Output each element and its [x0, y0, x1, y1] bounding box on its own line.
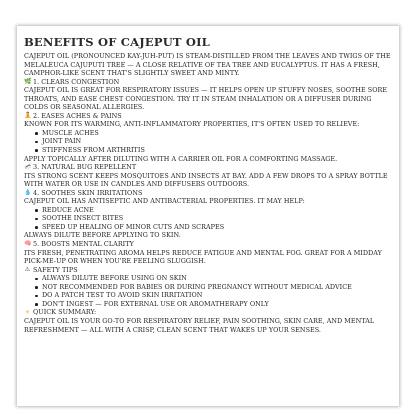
list-item: DON'T INGEST — FOR EXTERNAL USE OR AROMATHERAPY ONLY — [42, 300, 396, 309]
section-note: APPLY TOPICALLY AFTER DILUTING WITH A CARRIER OIL FOR A COMFORTING MASSAGE. — [24, 154, 338, 163]
section-body: CAJEPUT OIL HAS ANTISEPTIC AND ANTIBACTERIAL PROPERTIES. IT MAY HELP: — [24, 197, 305, 206]
list-item: ALWAYS DILUTE BEFORE USING ON SKIN — [42, 274, 396, 283]
section-body: CAJEPUT OIL IS YOUR GO-TO FOR RESPIRATORY RELIEF, PAIN SOOTHING, SKIN CARE, AND MENTAL REFRESHMENT — ALL WITH A CRISP, CLEAN SCENT THAT WAKES UP YOUR SENSES. — [24, 316, 375, 334]
bullet-list — [24, 129, 396, 155]
section-body: ITS FRESH, PENETRATING AROMA HELPS REDUCE FATIGUE AND MENTAL FOG. GREAT FOR A MIDDAY PICK-ME-UP OR WHEN YOU'RE FEELING SLUGGISH. — [24, 248, 382, 266]
mosquito-icon: 🦟 — [24, 163, 32, 171]
section-heading — [24, 308, 396, 317]
section-heading — [24, 266, 396, 275]
list-item: SPEED UP HEALING OF MINOR CUTS AND SCRAPES — [42, 223, 396, 232]
section-heading-text: SAFETY TIPS — [33, 265, 78, 274]
section-heading-text: 1. CLEARS CONGESTION — [33, 77, 120, 86]
list-item: NOT RECOMMENDED FOR BABIES OR DURING PREGNANCY WITHOUT MEDICAL ADVICE — [42, 283, 396, 292]
brain-icon: 🧠 — [24, 240, 32, 248]
bullet-list — [24, 274, 396, 308]
page-title: BENEFITS OF CAJEPUT OIL — [24, 35, 210, 49]
bullet-list — [24, 206, 396, 232]
section-heading-text: 3. NATURAL BUG REPELLENT — [33, 163, 137, 172]
list-item: REDUCE ACNE — [42, 206, 396, 215]
person-meditating-icon: 🧘 — [24, 112, 32, 120]
intro-paragraph: CAJEPUT OIL (PRONOUNCED KAY-JUH-PUT) IS STEAM-DISTILLED FROM THE LEAVES AND TWIGS OF THE MELALEUCA CAJUPUTI TREE — A CLOSE RELATIVE OF TEA TREE AND EUCALYPTUS. IT HAS A FRESH, CAMPHOR-LIKE SCENT THAT'S SLIGHTLY SWEET AND MINTY. — [24, 52, 391, 78]
list-item: JOINT PAIN — [42, 137, 396, 146]
section-heading-text: 4. SOOTHES SKIN IRRITATIONS — [33, 188, 143, 197]
list-item: STIFFNESS FROM ARTHRITIS — [42, 146, 396, 155]
warning-icon: ⚠ — [24, 265, 31, 273]
leaf-icon: 🌿 — [24, 77, 32, 85]
list-item: SOOTHE INSECT BITES — [42, 214, 396, 223]
section-body: ITS STRONG SCENT KEEPS MOSQUITOES AND INSECTS AT BAY. ADD A FEW DROPS TO A SPRAY BOTTLE WITH WATER OR USE IN CANDLES AND DIFFUSERS OUTDOORS. — [24, 171, 388, 189]
section-heading-text: 5. BOOSTS MENTAL CLARITY — [33, 240, 134, 249]
section-heading — [24, 112, 396, 121]
document-content — [24, 36, 396, 334]
list-item: MUSCLE ACHES — [42, 129, 396, 138]
droplet-icon: 💧 — [24, 189, 32, 197]
section-note: ALWAYS DILUTE BEFORE APPLYING TO SKIN. — [24, 231, 181, 240]
section-heading — [24, 163, 396, 172]
section-body: CAJEPUT OIL IS GREAT FOR RESPIRATORY ISSUES — IT HELPS OPEN UP STUFFY NOSES, SOOTHE SORE THROATS, AND EASE CHEST CONGESTION. TRY IT IN STEAM INHALATION OR A DIFFUSER DURING COLDS OR SEASONAL ALLERGIES. — [24, 86, 388, 112]
section-heading — [24, 240, 396, 249]
sun-icon: ☀ — [24, 308, 31, 316]
section-heading — [24, 78, 396, 87]
section-body: KNOWN FOR ITS WARMING, ANTI-INFLAMMATORY PROPERTIES, IT'S OFTEN USED TO RELIEVE: — [24, 120, 360, 129]
list-item: DO A PATCH TEST TO AVOID SKIN IRRITATION — [42, 291, 396, 300]
document-page — [17, 26, 399, 406]
section-heading — [24, 189, 396, 198]
section-heading-text: QUICK SUMMARY: — [33, 308, 97, 317]
section-heading-text: 2. EASES ACHES & PAINS — [33, 111, 122, 120]
